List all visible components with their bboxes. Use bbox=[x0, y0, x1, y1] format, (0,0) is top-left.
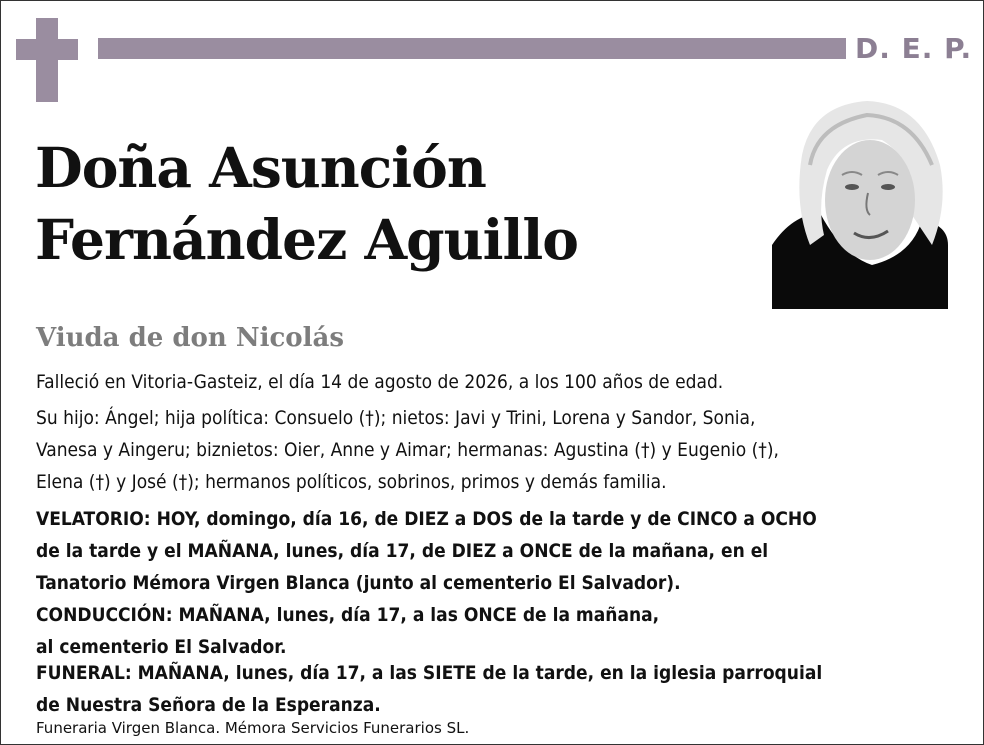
funeral-line: de Nuestra Señora de la Esperanza. bbox=[36, 694, 381, 716]
cross-icon bbox=[36, 18, 58, 102]
family-line: Elena (†) y José (†); hermanos políticos, sobrinos, primos y demás familia. bbox=[36, 471, 667, 493]
services-line: VELATORIO: HOY, domingo, día 16, de DIEZ a DOS de la tarde y de CINCO a OCHO bbox=[36, 508, 817, 530]
portrait-photo-graphic bbox=[772, 95, 948, 309]
deceased-name bbox=[35, 132, 578, 276]
services-line: Tanatorio Mémora Virgen Blanca (junto al cementerio El Salvador). bbox=[36, 572, 681, 594]
funeral-line: FUNERAL: MAÑANA, lunes, día 17, a las SIETE de la tarde, en la iglesia parroquial bbox=[36, 662, 823, 684]
services-line: al cementerio El Salvador. bbox=[36, 636, 287, 658]
services-line: CONDUCCIÓN: MAÑANA, lunes, día 17, a las ONCE de la mañana, bbox=[36, 604, 660, 626]
family-line: Vanesa y Aingeru; biznietos: Oier, Anne y Aimar; hermanas: Agustina (†) y Eugenio (†), bbox=[36, 439, 779, 461]
name-line-2: Fernández Aguillo bbox=[35, 207, 578, 272]
dep-label: D. E. P. bbox=[855, 32, 973, 65]
portrait-photo bbox=[772, 95, 948, 309]
services-line: de la tarde y el MAÑANA, lunes, día 17, de DIEZ a ONCE de la mañana, en el bbox=[36, 540, 769, 562]
family-paragraph bbox=[36, 402, 966, 498]
cross-icon-bar bbox=[16, 39, 78, 60]
death-notice-line: Falleció en Vitoria-Gasteiz, el día 14 de agosto de 2026, a los 100 años de edad. bbox=[36, 371, 724, 393]
header-rule bbox=[98, 38, 846, 59]
funeral-paragraph bbox=[36, 657, 966, 721]
name-line-1: Doña Asunción bbox=[35, 135, 486, 200]
services-paragraph bbox=[36, 503, 966, 663]
subtitle-widow: Viuda de don Nicolás bbox=[36, 323, 345, 353]
death-notice bbox=[36, 366, 966, 398]
funeral-home-footer: Funeraria Virgen Blanca. Mémora Servicios Funerarios SL. bbox=[36, 719, 470, 737]
family-line: Su hijo: Ángel; hija política: Consuelo (†); nietos: Javi y Trini, Lorena y Sandor, Sonia, bbox=[36, 407, 756, 429]
